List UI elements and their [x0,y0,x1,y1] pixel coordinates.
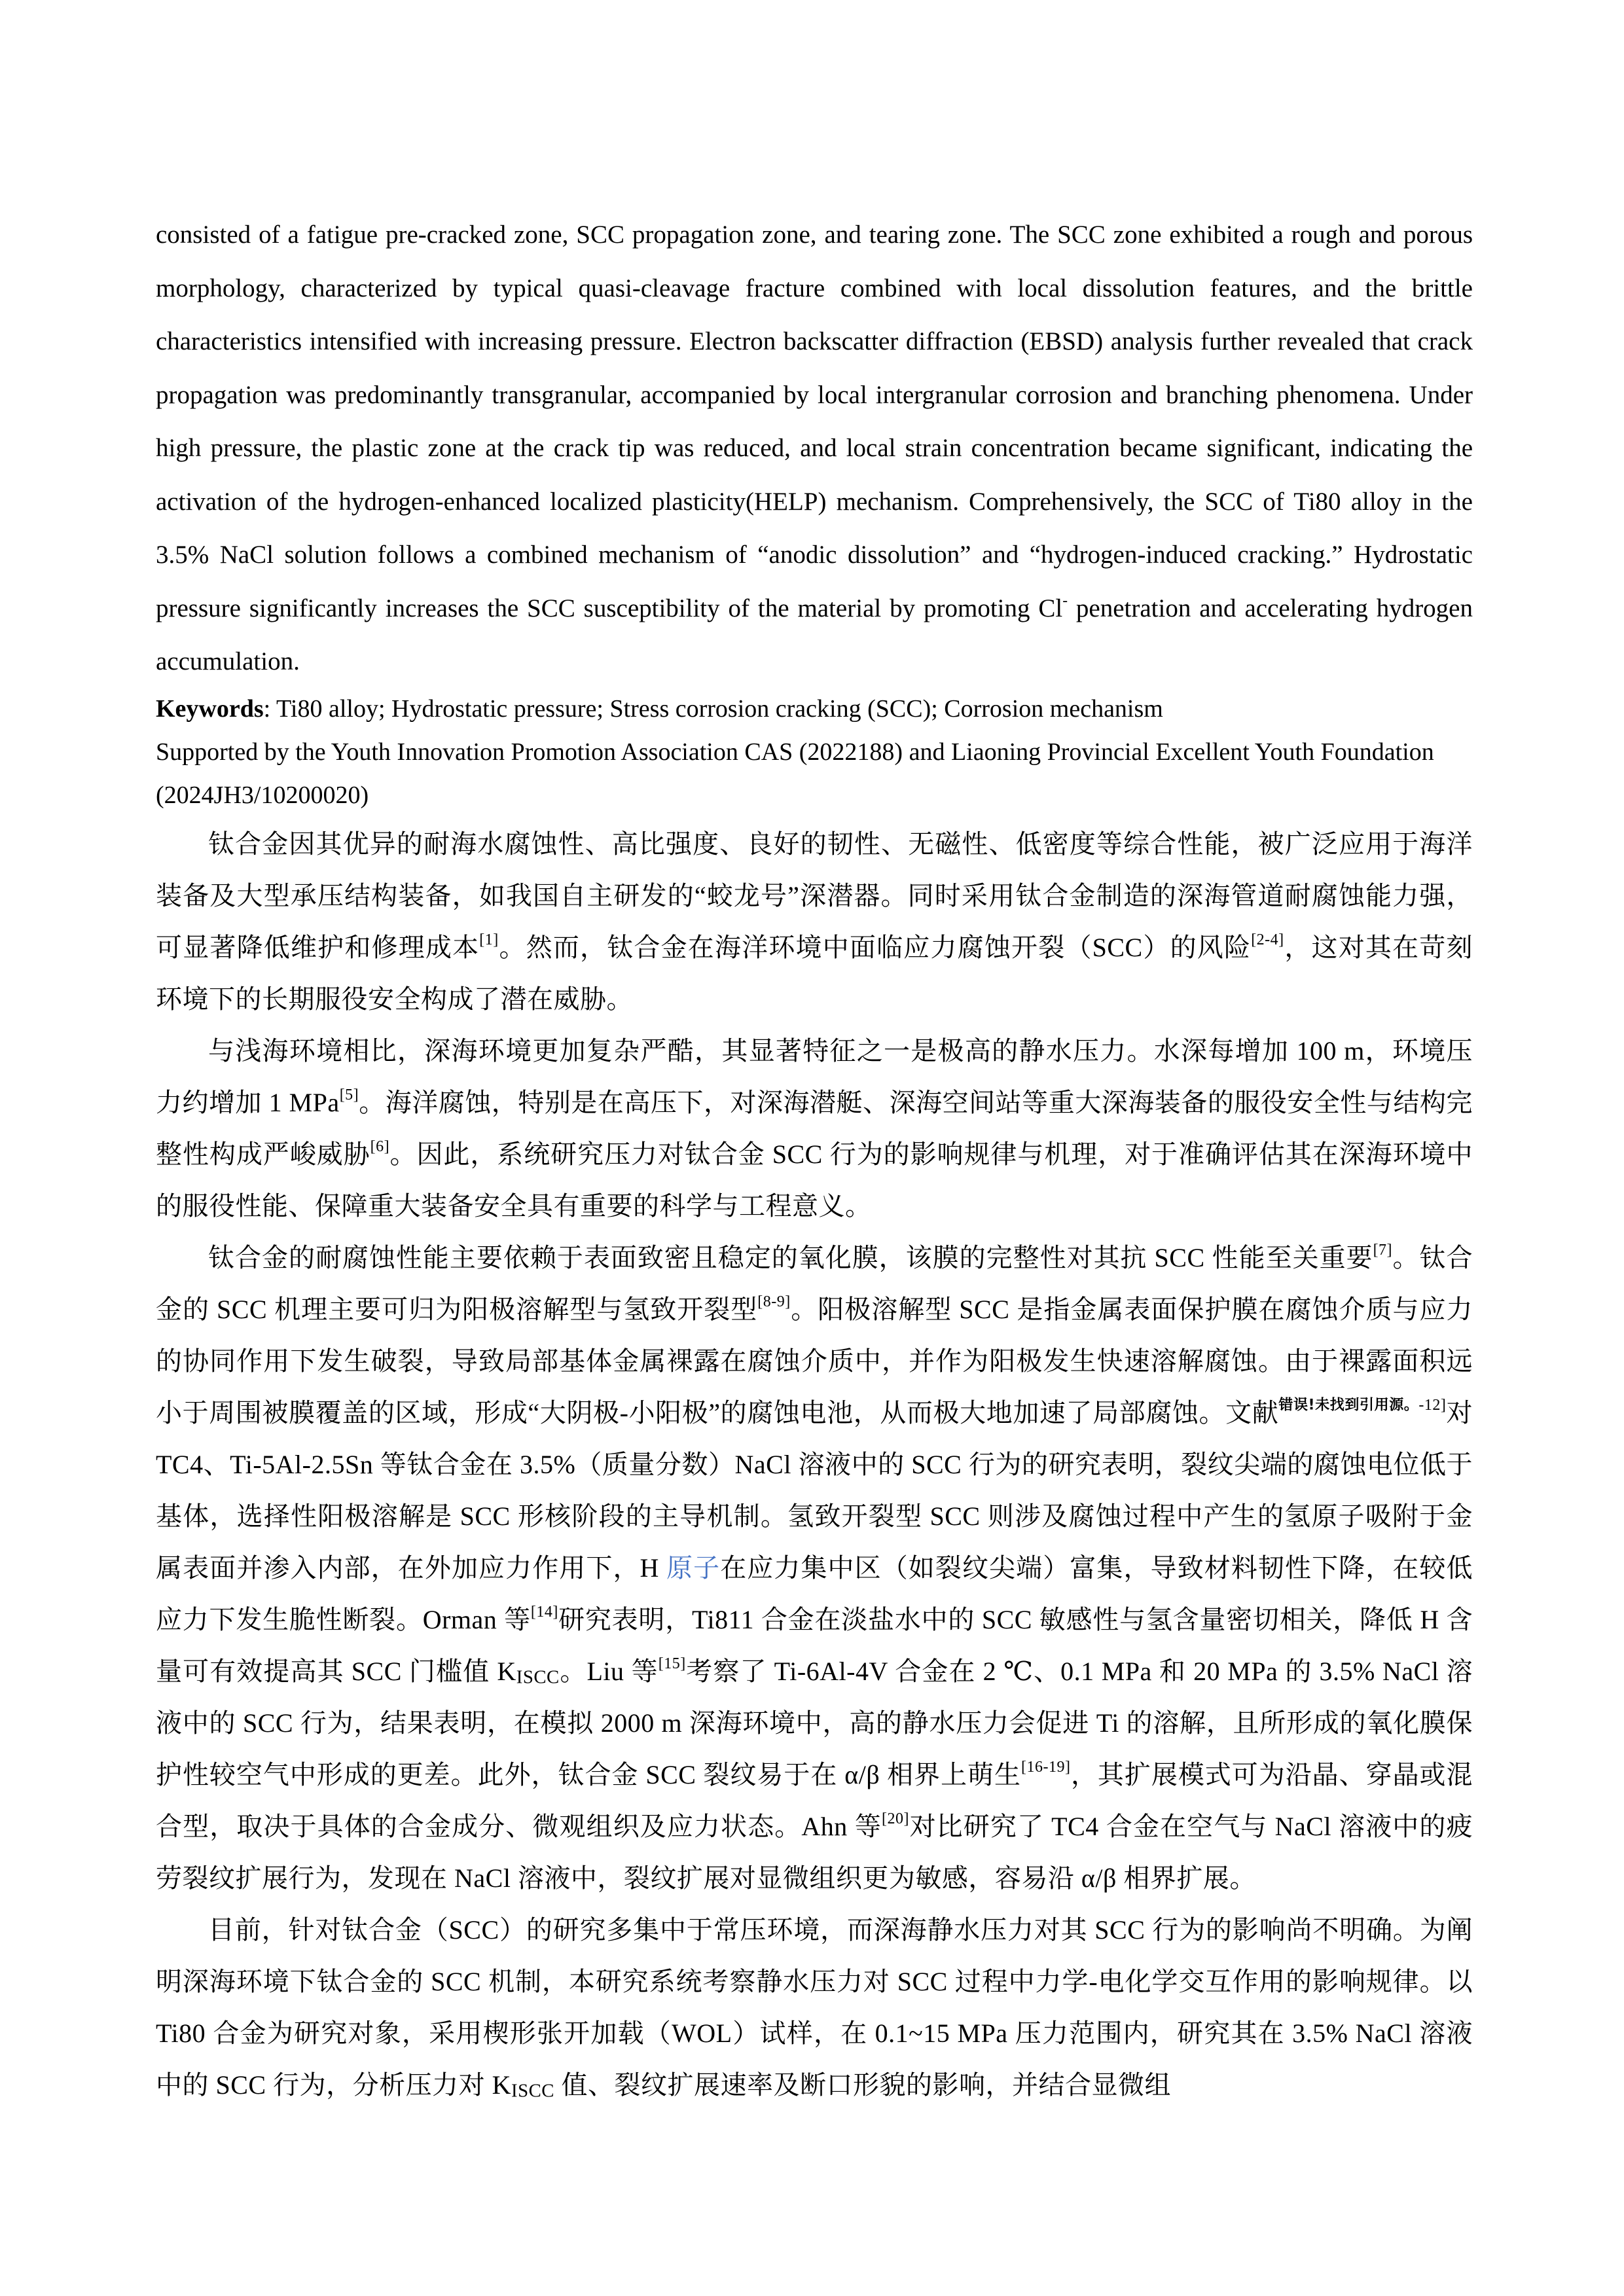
citation-superscript: [7] [1373,1241,1393,1259]
citation-superscript: [1] [479,931,499,948]
intro-paragraph-3: 钛合金的耐腐蚀性能主要依赖于表面致密且稳定的氧化膜，该膜的完整性对其抗 SCC 性能至关重要[7]。钛合金的 SCC 机理主要可归为阳极溶解型与氢致开裂型[8-9]。阳极溶解型 SCC 是指金属表面保护膜在腐蚀介质与应力的协同作用下发生破裂，导致局部基体金属裸露在腐蚀介质中，并作为阳极发生快速溶解腐蚀。由于裸露面积远小于周围被膜覆盖的区域，形成“大阴极-小阳极”的腐蚀电池，从而极大地加速了局部腐蚀。文献$^{错误!未找到引用源。-12]}$对 TC4、Ti-5Al-2.5Sn 等钛合金在 3.5%（质量分数）NaCl 溶液中的 SCC 行为的研究表明，裂纹尖端的腐蚀电位低于基体，选择性阳极溶解是 SCC 形核阶段的主导机制。氢致开裂型 SCC 则涉及腐蚀过程中产生的氢原子吸附于金属表面并渗入内部，在外加应力作用下，H 原子在应力集中区（如裂纹尖端）富集，导致材料韧性下降，在较低应力下发生脆性断裂。Orman 等[14]研究表明，Ti811 合金在淡盐水中的 SCC 敏感性与氢含量密切相关，降低 H 含量可有效提高其 SCC 门槛值 $K_{ISCC}$。Liu 等[15]考察了 Ti-6Al-4V 合金在 2 ℃、0.1 MPa 和 20 MPa 的 3.5% NaCl 溶液中的 SCC 行为，结果表明，在模拟 2000 m 深海环境中，高的静水压力会促进 Ti 的溶解，且所形成的氧化膜保护性较空气中形成的更差。此外，钛合金 SCC 裂纹易于在 α/β 相界上萌生[16-19]，其扩展模式可为沿晶、穿晶或混合型，取决于具体的合金成分、微观组织及应力状态。Ahn 等[20]对比研究了 TC4 合金在空气与 NaCl 溶液中的疲劳裂纹扩展行为，发现在 NaCl 溶液中，裂纹扩展对显微组织更为敏感，容易沿 α/β 相界扩展。 [156,1241,1473,1893]
citation-superscript: [15] [658,1655,686,1672]
intro-paragraph-2: 与浅海环境相比，深海环境更加复杂严酷，其显著特征之一是极高的静水压力。水深每增加 100 m，环境压力约增加 1 MPa[5]。海洋腐蚀，特别是在高压下，对深海潜艇、深海空间站等重大深海装备的服役安全性与结构完整性构成严峻威胁[6]。因此，系统研究压力对钛合金 SCC 行为的影响规律与机理，对于准确评估其在深海环境中的服役性能、保障重大装备安全具有重要的科学与工程意义。 [156,1035,1473,1221]
funding-statement: Supported by the Youth Innovation Promotion Association CAS (2022188) and Liaoning Provincial Excellent Youth Foundation (2024JH3/10200020) [156,738,1434,809]
citation-superscript: [6] [370,1138,390,1155]
keywords-label: Keywords [156,694,264,723]
introduction-body [156,818,1473,2111]
subscript: ISCC [511,2079,555,2101]
hyperlinked-term[interactable]: 原子 [666,1552,721,1583]
citation-superscript: [14] [530,1603,558,1621]
keywords-text: : Ti80 alloy; Hydrostatic pressure; Stress corrosion cracking (SCC); Corrosion mechanism [263,694,1163,723]
intro-paragraph-1: 钛合金因其优异的耐海水腐蚀性、高比强度、良好的韧性、无磁性、低密度等综合性能，被广泛应用于海洋装备及大型承压结构装备，如我国自主研发的“蛟龙号”深潜器。同时采用钛合金制造的深海管道耐腐蚀能力强，可显著降低维护和修理成本[1]。然而，钛合金在海洋环境中面临应力腐蚀开裂（SCC）的风险[2-4]，这对其在苛刻环境下的长期服役安全构成了潜在威胁。 [156,829,1473,1014]
keywords-line [156,687,1473,730]
citation-superscript: [16-19] [1021,1758,1071,1776]
abstract-paragraph: consisted of a fatigue pre-cracked zone, SCC propagation zone, and tearing zone. The SCC zone exhibited a rough and porous morphology, characterized by typical quasi-cleavage fracture combined with local dissolution features, and the brittle characteristics intensified with increasing pressure. Electron backscatter diffraction (EBSD) analysis further revealed that crack propagation was predominantly transgranular, accompanied by local intergranular corrosion and branching phenomena. Under high pressure, the plastic zone at the crack tip was reduced, and local strain concentration became significant, indicating the activation of the hydrogen-enhanced localized plasticity(HELP) mechanism. Comprehensively, the SCC of Ti80 alloy in the 3.5% NaCl solution follows a combined mechanism of “anodic dissolution” and “hydrogen-induced cracking.” Hydrostatic pressure significantly increases the SCC susceptibility of the material by promoting Cl- penetration and accelerating hydrogen accumulation. [156,221,1473,675]
citation-superscript: -12] [1418,1396,1447,1414]
citation-superscript: [20] [881,1810,909,1827]
intro-paragraph-4: 目前，针对钛合金（SCC）的研究多集中于常压环境，而深海静水压力对其 SCC 行为的影响尚不明确。为阐明深海环境下钛合金的 SCC 机制，本研究系统考察静水压力对 SCC 过程中力学-电化学交互作用的影响规律。以 Ti80 合金为研究对象，采用楔形张开加载（WOL）试样，在 0.1~15 MPa 压力范围内，研究其在 3.5% NaCl 溶液中的 SCC 行为，分析压力对 $K_{ISCC}$ 值、裂纹扩展速率及断口形貌的影响，并结合显微组 [156,1914,1473,2101]
subscript: ISCC [516,1666,560,1687]
citation-superscript: - [1062,591,1068,609]
citation-superscript: [5] [339,1086,359,1103]
broken-reference-field: 错误!未找到引用源。 [1278,1396,1419,1413]
citation-superscript: [2-4] [1251,931,1284,948]
citation-superscript: [8-9] [757,1293,791,1310]
document-page [156,208,1473,2111]
